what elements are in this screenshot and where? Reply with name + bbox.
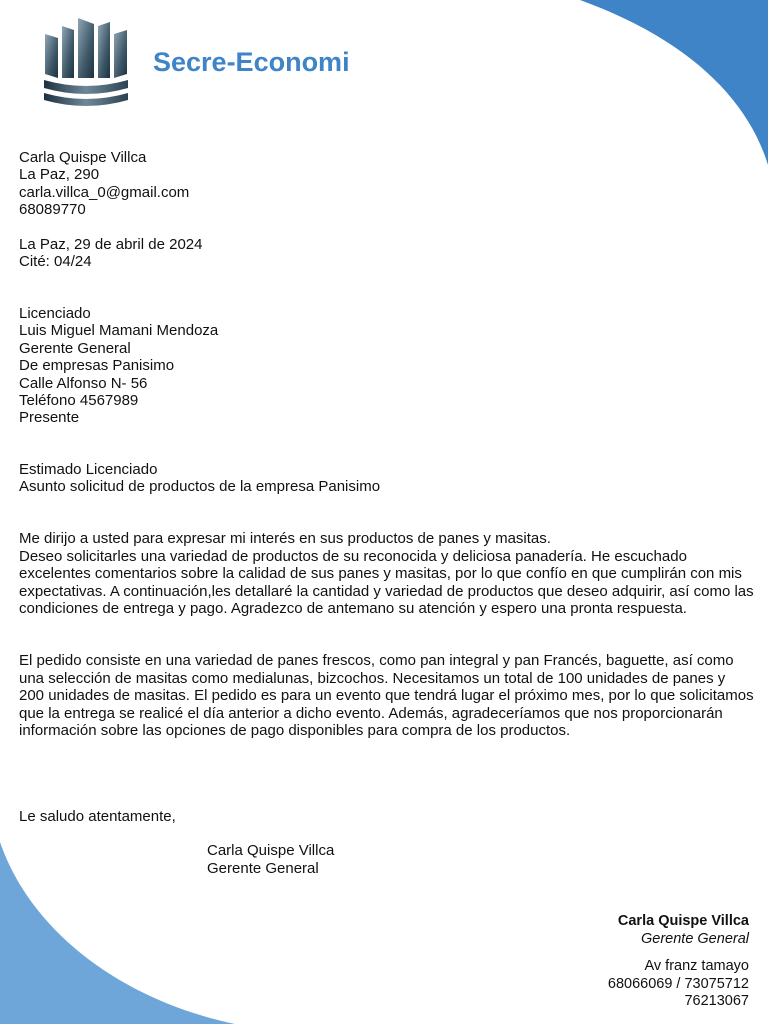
top-right-wave	[580, 0, 768, 165]
cite-line: Cité: 04/24	[19, 253, 92, 271]
date-line: La Paz, 29 de abril de 2024	[19, 236, 203, 253]
body-paragraph-2: El pedido consiste en una variedad de panes frescos, como pan integral y pan Francés, baguette, así como una selección de masitas como medialunas, bizcochos. Necesitamos un total de 100 unidades de panes y 200 unidades de masitas. El pedido es para un evento que tendrá lugar el próximo mes, por lo que solicitamos que la entrega se realicé el día anterior a dicho evento. Además, agradeceríamos que nos proporcionarán información sobre las opciones de pago disponibles para compra de los productos.	[19, 652, 754, 739]
recipient-title: Licenciado	[19, 305, 91, 322]
subject-line: Asunto solicitud de productos de la empresa Panisimo	[19, 478, 381, 496]
signature-position: Gerente General	[207, 860, 319, 877]
footer-spacer	[608, 948, 749, 958]
closing-text: Le saludo atentamente,	[19, 808, 176, 825]
recipient-phone: Teléfono 4567989	[19, 392, 139, 410]
footer-address: Av franz tamayo	[644, 958, 749, 974]
sender-block	[19, 149, 189, 219]
closing	[19, 808, 176, 825]
footer-phones: 68066069 / 73075712	[607, 975, 749, 992]
footer-phone-2: 76213067	[684, 993, 749, 1009]
date-block	[19, 236, 202, 271]
footer-position: Gerente General	[640, 930, 749, 947]
body-paragraph-1: Deseo solicitarles una variedad de productos de su reconocida y deliciosa panadería. He escuchado excelentes comentarios sobre la calidad de sus panes y masitas, por lo que confío en que cumplirán con mis expectativas. A continuación,les detallaré la cantidad y variedad de productos que deseo adquirir, así como las condiciones de entrega y pago. Agradezco de antemano su atención y espero una pronta respuesta.	[19, 547, 754, 617]
signature-block	[207, 842, 334, 878]
sender-email: carla.villca_0@gmail.com	[19, 183, 190, 201]
subject-block	[19, 461, 380, 496]
sender-phone: 68089770	[19, 201, 86, 219]
body-intro-block	[19, 530, 754, 618]
recipient-block	[19, 305, 218, 427]
building-logo-icon	[40, 16, 132, 110]
footer-name: Carla Quispe Villca	[617, 913, 749, 929]
recipient-name: Luis Miguel Mamani Mendoza	[19, 322, 219, 340]
sender-name: Carla Quispe Villca	[19, 149, 147, 166]
recipient-street: Calle Alfonso N- 56	[19, 374, 148, 392]
salutation: Estimado Licenciado	[19, 461, 158, 478]
footer-contact	[608, 913, 749, 1011]
bottom-left-wave	[0, 842, 235, 1024]
signature-name: Carla Quispe Villca	[207, 842, 335, 859]
recipient-company: De empresas Panisimo	[19, 357, 175, 375]
recipient-position: Gerente General	[19, 339, 131, 357]
body-intro: Me dirijo a usted para expresar mi interés en sus productos de panes y masitas.	[19, 530, 551, 547]
sender-address: La Paz, 290	[19, 166, 100, 184]
brand-name: Secre-Economi	[153, 47, 350, 77]
recipient-presente: Presente	[19, 409, 80, 427]
